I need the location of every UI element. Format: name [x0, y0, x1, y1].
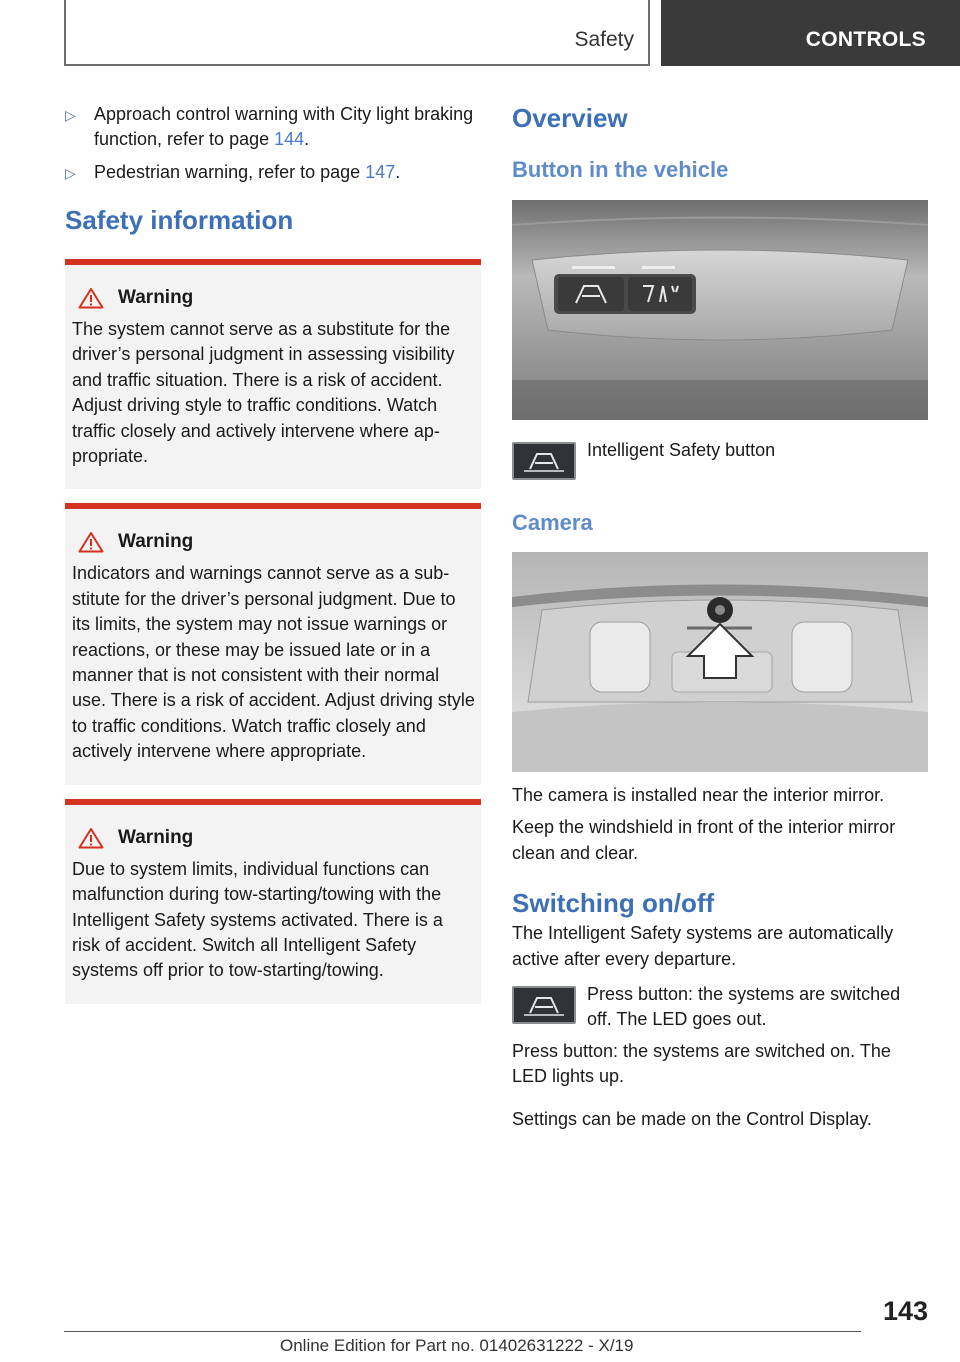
header-chapter-title: CONTROLS: [805, 28, 926, 51]
camera-photo: [512, 552, 928, 772]
switch-paragraph-2: Press button: the systems are switched on. The LED lights up.: [512, 1040, 891, 1087]
header-chapter-tab: [661, 0, 960, 66]
warning-title: Warning: [118, 531, 194, 553]
intelligent-safety-button-icon: [512, 442, 576, 480]
switch-paragraph-3: Settings can be made on the Control Display.: [512, 1108, 872, 1129]
header-section-box: [64, 0, 650, 66]
page-link[interactable]: 147: [365, 162, 396, 182]
intelligent-safety-button-icon: [512, 986, 576, 1024]
camera-paragraph-1: The camera is installed near the interior mirror.: [512, 785, 885, 805]
camera-paragraph-2: Keep the windshield in front of the interior mirror clean and clear.: [512, 817, 896, 863]
header-section-title: Safety: [574, 28, 634, 51]
left-column: [65, 102, 481, 1018]
warning-body: Indicators and warnings cannot serve as a substitute for the driver’s personal judgment. Due to its limits, the system may not issue warnings or reactions, or these may be issued late or in a manner that is not consistent with their normal use. There is a risk of accident. Adjust driving style to traffic conditions. Watch traffic closely and actively intervene where appropriate.: [72, 563, 475, 762]
warning-triangle-icon: [78, 827, 104, 849]
switch-off-instruction: Press button: the systems are switched off. The LED goes out.: [587, 984, 901, 1030]
footer-edition: Online Edition for Part no. 01402631222 - X/19: [280, 1336, 634, 1355]
page-number: 143: [882, 1296, 928, 1326]
right-column: [512, 102, 928, 1132]
overview-heading: Overview: [512, 103, 628, 133]
button-caption: Intelligent Safety button: [587, 440, 776, 460]
button-heading: Button in the vehicle: [512, 157, 729, 182]
warning-box: [65, 503, 481, 784]
warning-box: [65, 259, 481, 489]
safety-heading: Safety information: [65, 205, 294, 235]
switch-heading: Switching on/off: [512, 888, 715, 919]
warning-body: Due to system limits, individual functions can malfunction during tow-starting/towing with the Intelligent Safety systems activated. There is a risk of accident. Switch all Intelligent Safety systems off prior to tow-starting/towing.: [72, 858, 443, 981]
warning-box: [65, 799, 481, 1004]
warning-triangle-icon: [78, 287, 104, 309]
camera-heading: Camera: [512, 510, 593, 535]
button-photo: [512, 200, 928, 420]
bullet-triangle-icon: ▷: [65, 107, 76, 123]
switch-paragraph-1: The Intelligent Safety systems are automatically active after every departure.: [512, 923, 894, 969]
bullet-item: ▷ Pedestrian warning, refer to page 147.: [65, 160, 481, 185]
page-link[interactable]: 144: [274, 129, 305, 149]
bullet-triangle-icon: ▷: [65, 165, 76, 181]
warning-title: Warning: [118, 826, 194, 848]
warning-title: Warning: [118, 287, 194, 308]
footer-divider: [64, 1331, 861, 1332]
warning-triangle-icon: [78, 531, 104, 553]
bullet-item: ▷ Approach control warning with City light braking function, refer to page 144.: [65, 104, 474, 149]
warning-body: The system cannot serve as a substitute for the driver’s personal judgment in assessing visibility and traffic situation. There is a risk of accident. Adjust driving style to traffic conditions. Watch traffic closely and actively intervene where appropriate.: [72, 319, 455, 467]
